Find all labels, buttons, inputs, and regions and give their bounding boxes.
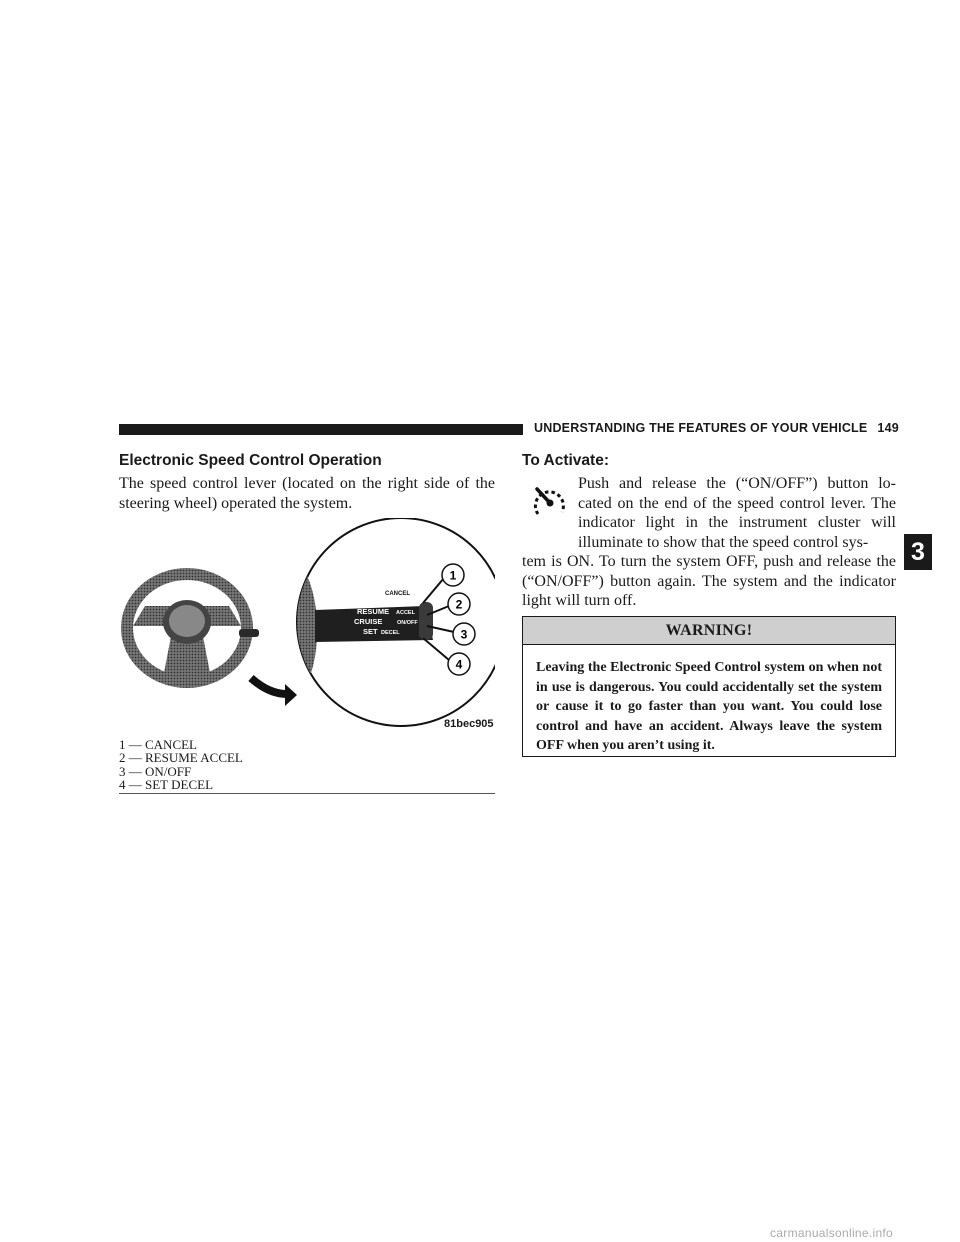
section-heading: Electronic Speed Control Operation xyxy=(119,452,382,469)
lever-label-resume: RESUME xyxy=(357,607,390,616)
callout-arrowhead xyxy=(285,684,297,706)
callout-number-4: 4 xyxy=(455,657,463,672)
legend-rule xyxy=(119,793,495,794)
figure-legend xyxy=(119,738,243,792)
legend-item: 1 — CANCEL xyxy=(119,737,197,752)
page-number: 149 xyxy=(877,421,899,435)
steering-wheel-figure xyxy=(119,518,495,736)
callout-number-2: 2 xyxy=(455,597,463,612)
legend-item: 4 — SET DECEL xyxy=(119,777,214,793)
lever-label-set: SET xyxy=(363,627,378,636)
header-rule xyxy=(119,424,523,435)
lever-label-accel: ACCEL xyxy=(396,610,415,616)
callout-number-3: 3 xyxy=(460,627,468,642)
lever-label-cruise: CRUISE xyxy=(354,617,383,626)
subsection-heading: To Activate: xyxy=(522,452,609,469)
watermark: carmanualsonline.info xyxy=(770,1226,894,1240)
lever-label-cancel: CANCEL xyxy=(385,591,410,597)
callout-number-1: 1 xyxy=(449,568,457,583)
warning-box xyxy=(522,616,896,757)
section-body: The speed control lever (located on the right side of the steering wheel) operated the system. xyxy=(119,475,495,512)
running-title: UNDERSTANDING THE FEATURES OF YOUR VEHICLE xyxy=(534,421,868,435)
lever-label-onoff: ON/OFF xyxy=(397,620,418,626)
activate-body: tem is ON. To turn the system OFF, push and release the (“ON/OFF”) button again. The system and the indicator light will turn off. xyxy=(522,553,896,609)
lever-label-decel: DECEL xyxy=(381,630,400,636)
steering-wheel xyxy=(121,568,259,688)
legend-item: 2 — RESUME ACCEL xyxy=(119,750,243,766)
legend-item: 3 — ON/OFF xyxy=(119,763,192,779)
chapter-tab: 3 xyxy=(904,534,932,570)
figure-label: 81bec905 xyxy=(444,718,494,730)
running-head xyxy=(534,421,899,435)
callout-arrow xyxy=(251,678,287,694)
activate-body-indented: Push and release the (“ON/OFF”) button lo- cated on the end of the speed control lever. The indicator light in the instrument cluster will illuminate to show that the speed control sys- xyxy=(578,475,896,551)
speedometer-icon xyxy=(527,481,569,521)
warning-title: WARNING! xyxy=(523,617,895,645)
warning-text: Leaving the Electronic Speed Control system on when not in use is dangerous. You could accidentally set the system or cause it to go faster than you want. You could lose control and have an accident. Always leave the system OFF when you aren’t using it. xyxy=(536,660,882,753)
